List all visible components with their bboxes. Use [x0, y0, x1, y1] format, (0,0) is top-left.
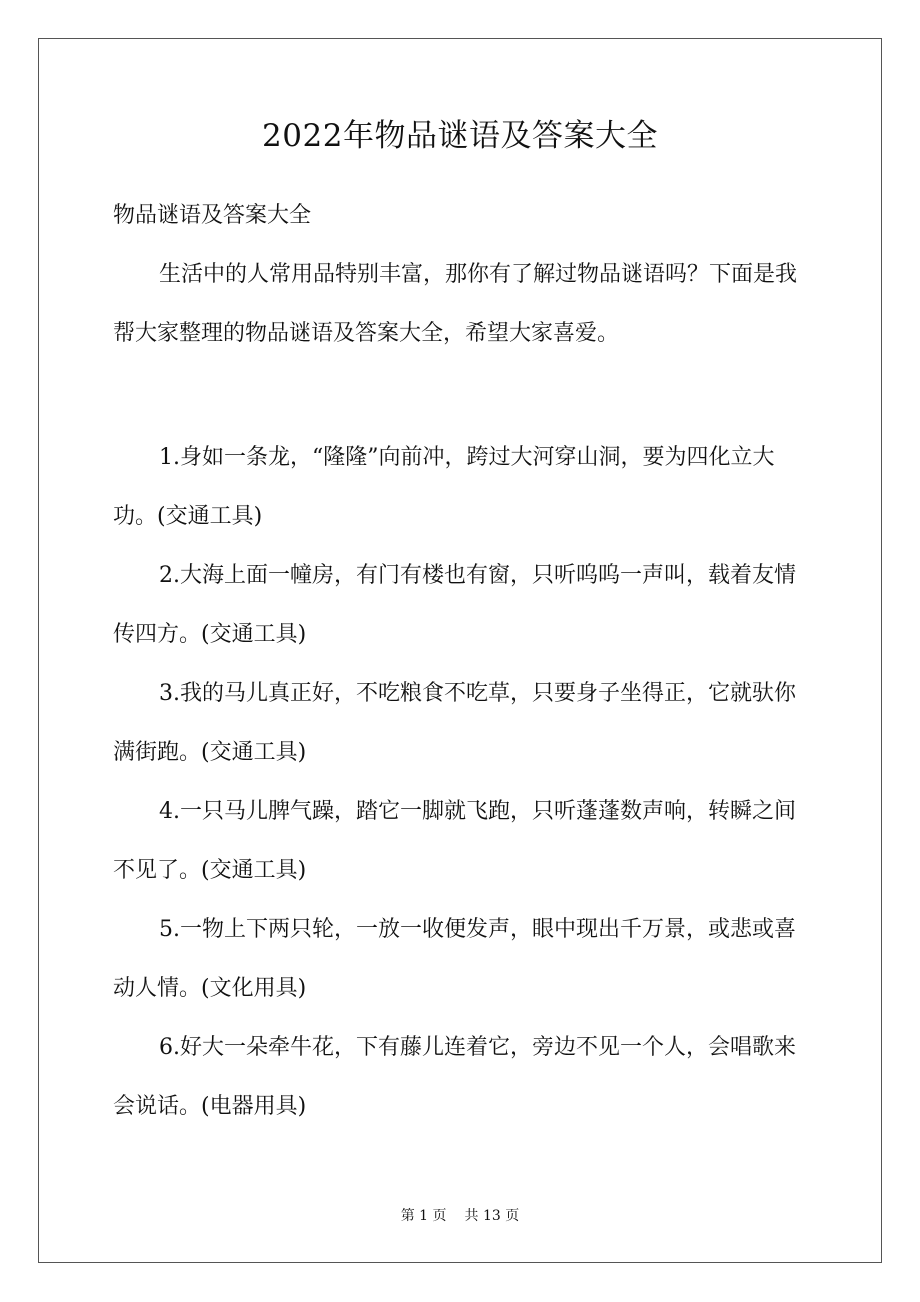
riddle-item-6: 6.好大一朵牵牛花，下有藤儿连着它，旁边不见一个人，会唱歌来会说话。(电器用具) [113, 1035, 796, 1119]
riddle-item-1: 1.身如一条龙，“隆隆”向前冲，跨过大河穿山洞，要为四化立大功。(交通工具) [113, 445, 775, 529]
document-subtitle: 物品谜语及答案大全 [113, 203, 312, 228]
page-number: 第 1 页 [400, 1208, 447, 1224]
riddle-item-4: 4.一只马儿脾气躁，踏它一脚就飞跑，只听蓬蓬数声响，转瞬之间不见了。(交通工具) [113, 799, 796, 883]
riddle-item-3: 3.我的马儿真正好，不吃粮食不吃草，只要身子坐得正，它就驮你满街跑。(交通工具) [113, 681, 796, 765]
document-title: 2022年物品谜语及答案大全 [262, 118, 658, 154]
intro-paragraph: 生活中的人常用品特别丰富，那你有了解过物品谜语吗？下面是我帮大家整理的物品谜语及答案大全，希望大家喜爱。 [113, 262, 798, 346]
riddle-item-5: 5.一物上下两只轮，一放一收便发声，眼中现出千万景，或悲或喜动人情。(文化用具) [113, 917, 796, 1001]
page-footer [38, 1206, 882, 1226]
page-total: 共 13 页 [464, 1208, 520, 1224]
riddle-list [113, 428, 813, 1136]
riddle-item-2: 2.大海上面一幢房，有门有楼也有窗，只听呜呜一声叫，载着友情传四方。(交通工具) [113, 563, 796, 647]
